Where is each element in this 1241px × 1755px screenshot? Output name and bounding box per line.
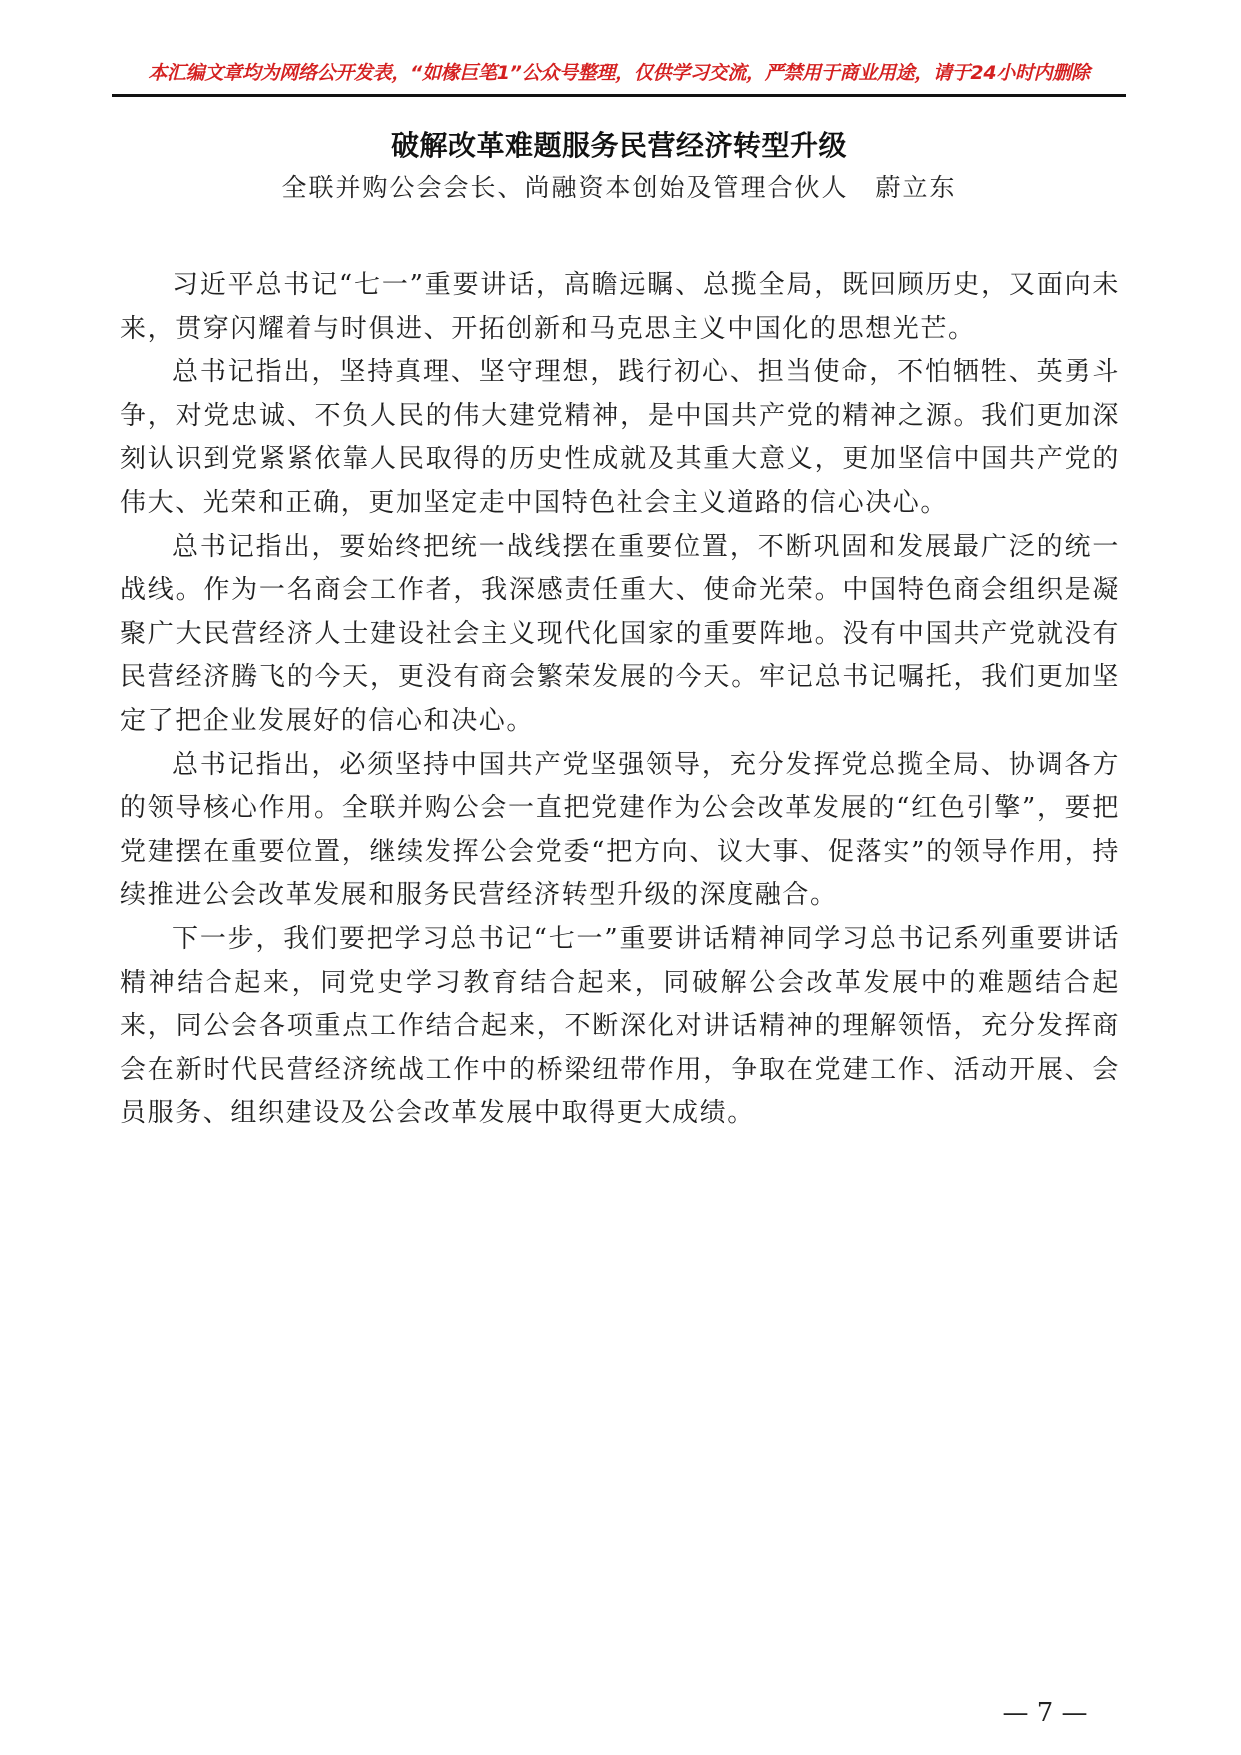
- paragraph: 总书记指出，必须坚持中国共产党坚强领导，充分发挥党总揽全局、协调各方的领导核心作用。全联并购公会一直把党建作为公会改革发展的“红色引擎”，要把党建摆在重要位置，继续发挥公会党委“把方向、议大事、促落实”的领导作用，持续推进公会改革发展和服务民营经济转型升级的深度融合。: [120, 749, 1120, 911]
- article-title: 破解改革难题服务民营经济转型升级: [390, 129, 847, 162]
- article-body: [120, 264, 1120, 1136]
- header-divider: [112, 94, 1126, 97]
- paragraph: 下一步，我们要把学习总书记“七一”重要讲话精神同学习总书记系列重要讲话精神结合起来，同党史学习教育结合起来，同破解公会改革发展中的难题结合起来，同公会各项重点工作结合起来，不断深化对讲话精神的理解领悟，充分发挥商会在新时代民营经济统战工作中的桥梁纽带作用，争取在党建工作、活动开展、会员服务、组织建设及公会改革发展中取得更大成绩。: [120, 923, 1120, 1129]
- paragraph: 总书记指出，坚持真理、坚守理想，践行初心、担当使命，不怕牺牲、英勇斗争，对党忠诚、不负人民的伟大建党精神，是中国共产党的精神之源。我们更加深刻认识到党紧紧依靠人民取得的历史性成就及其重大意义，更加坚信中国共产党的伟大、光荣和正确，更加坚定走中国特色社会主义道路的信心决心。: [120, 357, 1120, 518]
- header-notice: 本汇编文章均为网络公开发表，“如椽巨笔1”公众号整理，仅供学习交流，严禁用于商业用途，请于24小时内删除: [148, 62, 1090, 84]
- article-byline: 全联并购公会会长、尚融资本创始及管理合伙人 蔚立东: [281, 173, 957, 202]
- page-number: — 7 —: [1002, 1698, 1088, 1728]
- paragraph: 总书记指出，要始终把统一战线摆在重要位置，不断巩固和发展最广泛的统一战线。作为一名商会工作者，我深感责任重大、使命光荣。中国特色商会组织是凝聚广大民营经济人士建设社会主义现代化国家的重要阵地。没有中国共产党就没有民营经济腾飞的今天，更没有商会繁荣发展的今天。牢记总书记嘱托，我们更加坚定了把企业发展好的信心和决心。: [120, 531, 1120, 736]
- paragraph: 习近平总书记“七一”重要讲话，高瞻远瞩、总揽全局，既回顾历史，又面向未来，贯穿闪耀着与时俱进、开拓创新和马克思主义中国化的思想光芒。: [120, 270, 1120, 344]
